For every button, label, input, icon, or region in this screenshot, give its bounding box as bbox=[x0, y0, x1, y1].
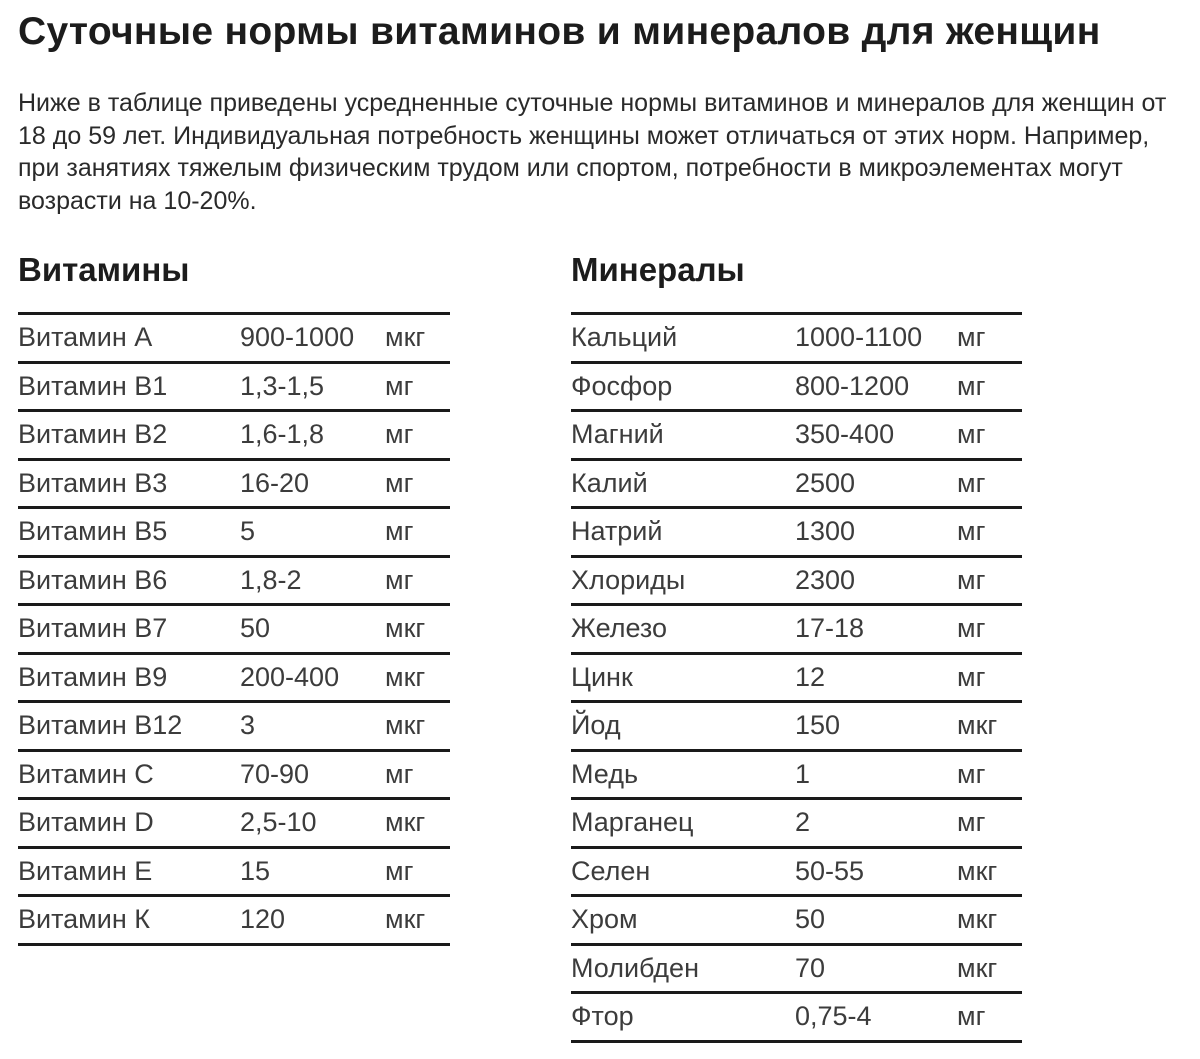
nutrient-name: Витамин А bbox=[18, 322, 153, 353]
nutrient-value: 1 bbox=[795, 758, 811, 789]
nutrient-value: 0,75-4 bbox=[795, 1001, 872, 1032]
nutrient-value: 800-1200 bbox=[795, 370, 910, 401]
nutrient-name: Витамин Е bbox=[18, 855, 153, 886]
nutrient-unit: мг bbox=[385, 516, 414, 547]
nutrient-value: 350-400 bbox=[795, 419, 895, 450]
nutrient-unit: мкг bbox=[385, 613, 426, 644]
nutrient-value: 150 bbox=[795, 710, 841, 741]
nutrient-unit: мг bbox=[385, 419, 414, 450]
table-row bbox=[571, 994, 1022, 1043]
nutrient-value: 1,3-1,5 bbox=[240, 370, 325, 401]
nutrient-unit: мкг bbox=[957, 952, 998, 983]
nutrient-unit: мг bbox=[957, 613, 986, 644]
nutrient-unit: мг bbox=[957, 564, 986, 595]
minerals-table bbox=[571, 312, 1022, 1043]
nutrient-name: Цинк bbox=[571, 661, 633, 692]
page-title: Суточные нормы витаминов и минералов для женщин bbox=[18, 10, 1101, 53]
table-row bbox=[571, 461, 1022, 510]
nutrient-name: Йод bbox=[571, 710, 621, 741]
nutrient-value: 5 bbox=[240, 516, 256, 547]
nutrient-name: Витамин В1 bbox=[18, 370, 168, 401]
nutrient-value: 70 bbox=[795, 952, 826, 983]
nutrient-name: Фосфор bbox=[571, 370, 673, 401]
table-row bbox=[18, 849, 450, 898]
table-row bbox=[571, 703, 1022, 752]
nutrient-value: 2500 bbox=[795, 467, 856, 498]
nutrient-name: Витамин В2 bbox=[18, 419, 168, 450]
table-row bbox=[18, 703, 450, 752]
table-row bbox=[18, 509, 450, 558]
nutrient-name: Магний bbox=[571, 419, 664, 450]
nutrient-name: Витамин К bbox=[18, 904, 150, 935]
table-row bbox=[18, 897, 450, 946]
table-row bbox=[18, 800, 450, 849]
nutrient-name: Хлориды bbox=[571, 564, 686, 595]
table-row bbox=[571, 655, 1022, 704]
table-row bbox=[571, 946, 1022, 995]
nutrient-name: Калий bbox=[571, 467, 648, 498]
table-row bbox=[571, 558, 1022, 607]
nutrient-unit: мг bbox=[957, 419, 986, 450]
nutrient-value: 2,5-10 bbox=[240, 807, 317, 838]
nutrient-name: Витамин В6 bbox=[18, 564, 168, 595]
nutrient-unit: мкг bbox=[957, 855, 998, 886]
table-row bbox=[18, 461, 450, 510]
nutrient-unit: мкг bbox=[385, 904, 426, 935]
table-row bbox=[18, 315, 450, 364]
nutrient-name: Селен bbox=[571, 855, 651, 886]
intro-text: Ниже в таблице приведены усредненные суточные нормы витаминов и минералов для женщин от 18 до 59 лет. Индивидуальная потребность женщины может отличаться от этих норм. Например, при занятиях тяжелым физическим трудом или спортом, потребности в микроэлементах могут возрасти на 10-20%. bbox=[18, 89, 1167, 215]
nutrient-value: 50-55 bbox=[795, 855, 865, 886]
nutrient-value: 50 bbox=[795, 904, 826, 935]
table-row bbox=[571, 800, 1022, 849]
nutrient-name: Хром bbox=[571, 904, 638, 935]
nutrient-unit: мг bbox=[957, 516, 986, 547]
nutrient-value: 120 bbox=[240, 904, 286, 935]
nutrient-name: Витамин В7 bbox=[18, 613, 168, 644]
table-row bbox=[18, 752, 450, 801]
minerals-heading: Минералы bbox=[571, 251, 745, 288]
nutrient-value: 17-18 bbox=[795, 613, 865, 644]
table-row bbox=[571, 897, 1022, 946]
table-row bbox=[571, 315, 1022, 364]
nutrient-unit: мг bbox=[385, 758, 414, 789]
table-row bbox=[18, 558, 450, 607]
table-row bbox=[571, 606, 1022, 655]
vitamins-table bbox=[18, 312, 450, 946]
nutrient-name: Витамин В3 bbox=[18, 467, 168, 498]
table-row bbox=[571, 752, 1022, 801]
nutrient-unit: мкг bbox=[957, 904, 998, 935]
nutrient-unit: мкг bbox=[957, 710, 998, 741]
nutrient-unit: мг bbox=[385, 855, 414, 886]
nutrient-unit: мг bbox=[957, 370, 986, 401]
nutrient-name: Молибден bbox=[571, 952, 699, 983]
nutrient-unit: мг bbox=[957, 322, 986, 353]
nutrient-value: 200-400 bbox=[240, 661, 340, 692]
nutrient-name: Медь bbox=[571, 758, 639, 789]
table-row bbox=[571, 364, 1022, 413]
nutrient-name: Кальций bbox=[571, 322, 678, 353]
table-row bbox=[571, 509, 1022, 558]
nutrient-value: 12 bbox=[795, 661, 826, 692]
nutrient-value: 1000-1100 bbox=[795, 322, 923, 353]
table-row bbox=[18, 412, 450, 461]
nutrient-unit: мг bbox=[957, 661, 986, 692]
nutrient-name: Фтор bbox=[571, 1001, 634, 1032]
nutrient-name: Витамин В9 bbox=[18, 661, 168, 692]
nutrient-name: Витамин В5 bbox=[18, 516, 168, 547]
nutrient-name: Марганец bbox=[571, 807, 694, 838]
nutrient-value: 16-20 bbox=[240, 467, 310, 498]
nutrient-unit: мг bbox=[385, 370, 414, 401]
nutrient-name: Натрий bbox=[571, 516, 663, 547]
nutrient-value: 50 bbox=[240, 613, 271, 644]
nutrient-unit: мг bbox=[385, 467, 414, 498]
nutrient-unit: мг bbox=[957, 807, 986, 838]
table-row bbox=[571, 412, 1022, 461]
table-row bbox=[571, 849, 1022, 898]
nutrient-unit: мкг bbox=[385, 710, 426, 741]
nutrient-value: 1,8-2 bbox=[240, 564, 302, 595]
table-row bbox=[18, 364, 450, 413]
nutrient-unit: мг bbox=[957, 758, 986, 789]
table-row bbox=[18, 655, 450, 704]
nutrient-value: 900-1000 bbox=[240, 322, 355, 353]
nutrient-unit: мг bbox=[957, 467, 986, 498]
nutrient-unit: мг bbox=[385, 564, 414, 595]
nutrient-value: 15 bbox=[240, 855, 271, 886]
nutrient-name: Витамин D bbox=[18, 807, 154, 838]
nutrient-value: 1,6-1,8 bbox=[240, 419, 325, 450]
nutrient-value: 2 bbox=[795, 807, 811, 838]
nutrient-name: Витамин В12 bbox=[18, 710, 183, 741]
vitamins-section bbox=[18, 250, 450, 946]
vitamins-heading: Витамины bbox=[18, 251, 190, 288]
nutrient-unit: мг bbox=[957, 1001, 986, 1032]
nutrient-name: Железо bbox=[571, 613, 667, 644]
nutrient-unit: мкг bbox=[385, 807, 426, 838]
nutrient-name: Витамин С bbox=[18, 758, 154, 789]
table-row bbox=[18, 606, 450, 655]
minerals-section bbox=[571, 250, 1022, 1043]
nutrient-value: 2300 bbox=[795, 564, 856, 595]
nutrient-value: 3 bbox=[240, 710, 256, 741]
nutrient-value: 70-90 bbox=[240, 758, 310, 789]
nutrient-unit: мкг bbox=[385, 322, 426, 353]
nutrient-unit: мкг bbox=[385, 661, 426, 692]
nutrient-value: 1300 bbox=[795, 516, 856, 547]
